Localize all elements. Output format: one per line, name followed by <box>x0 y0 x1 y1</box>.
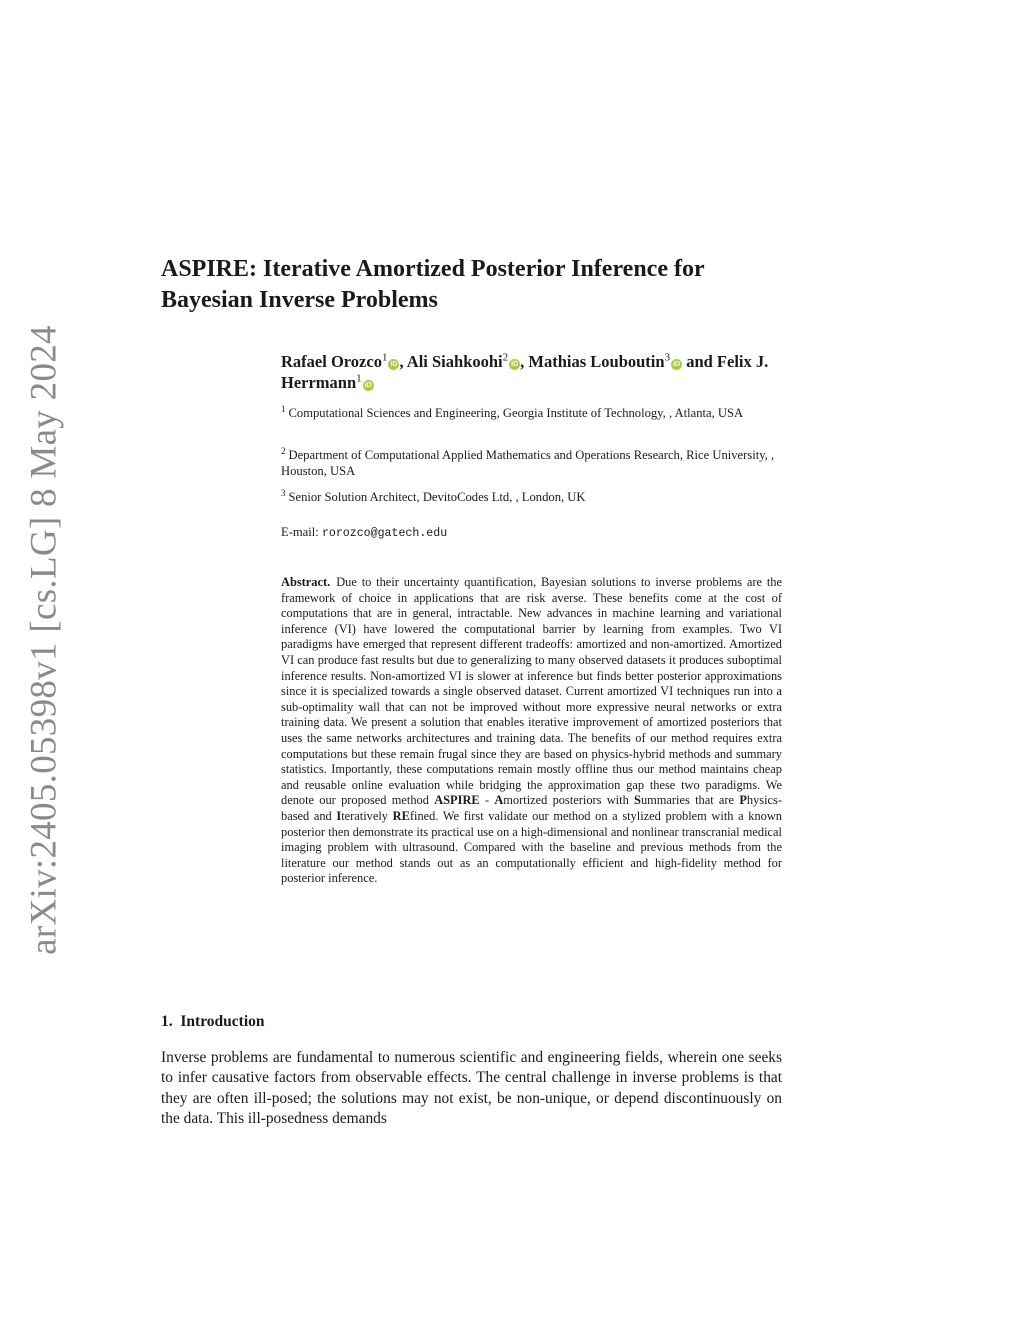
author-separator: , <box>399 352 407 371</box>
author-separator: , <box>520 352 529 371</box>
author-list <box>281 351 787 393</box>
orcid-icon[interactable]: iD <box>511 361 519 368</box>
abstract: Abstract. Due to their uncertainty quantification, Bayesian solutions to inverse problems are the framework of choice in applications that are risk averse. These benefits come at the cost of computations that are in general, intractable. New advances in machine learning and variational inference (VI) have lowered the computational barrier by learning from examples. Two VI paradigms have emerged that represent different tradeoffs: amortized and non-amortized. Amortized VI can produce fast results but due to generalizing to many observed datasets it produces suboptimal inference results. Non-amortized VI is slower at inference but finds better posterior approximations since it is specialized towards a single observed dataset. Current amortized VI techniques run into a sub-optimality wall that can not be improved without more expressive neural networks or extra training data. We present a solution that enables iterative improvement of amortized posteriors that uses the same networks architectures and training data. The benefits of our method requires extra computations but these remain frugal since they are based on physics-hybrid methods and summary statistics. Importantly, these computations remain mostly offline thus our method maintains cheap and reusable online evaluation while bridging the approximation gap these two paradigms. We denote our proposed method ASPIRE - Amortized posteriors with Summaries that are Physics-based and Iteratively REfined. We first validate our method on a stylized problem with a known posterior then demonstrate its practical use on a high-dimensional and nonlinear transcranial medical imaging problem with ultrasound. Compared with the baseline and previous methods from the literature our method stands out as an computationally efficient and high-fidelity method for posterior inference. <box>281 575 783 886</box>
orcid-icon[interactable]: iD <box>390 361 398 368</box>
affiliation-marker: 1 <box>356 372 362 385</box>
abstract-text: Due to their uncertainty quantification, Bayesian solutions to inverse problems are the framework of choice in applications that are risk averse. These benefits come at the cost of computations that are in general, intractable. New advances in machine learning and variational inference (VI) have lowered the computational barrier by learning from examples. Two VI paradigms have emerged that represent different tradeoffs: amortized and non-amortized. Amortized VI can produce fast results but due to generalizing to many observed datasets it produces suboptimal inference results. Non-amortized VI is slower at inference but finds better posterior approximations since it is specialized towards a single observed dataset. Current amortized VI techniques run into a sub-optimality wall that can not be improved without more expressive neural networks or extra training data. We present a solution that enables iterative improvement of amortized posteriors that uses the same networks architectures and training data. The benefits of our method requires extra computations but these remain frugal since they are based on physics-hybrid methods and summary statistics. Importantly, these computations remain mostly offline thus our method maintains cheap and reusable online evaluation while bridging the approximation gap these two paradigms. We denote our proposed method <box>281 575 782 808</box>
abstract-text: We first validate our method on a stylized problem with a known posterior then demonstrate its practical use on a high-dimensional and nonlinear transcranial medical imaging problem with ultrasound. Compared with the baseline and previous methods from the literature our method stands out as an computationally efficient and high-fidelity method for posterior inference. <box>281 808 782 886</box>
affiliation-marker: 2 <box>502 351 509 364</box>
orcid-icon[interactable]: iD <box>673 361 681 368</box>
author: Rafael Orozco$^1$iD <box>281 351 398 371</box>
method-acronym: ASPIRE <box>434 793 480 808</box>
paper-title: ASPIRE: Iterative Amortized Posterior Inference for Bayesian Inverse Problems <box>161 256 705 313</box>
affiliation-marker: 3 <box>664 351 671 364</box>
section-title: Introduction <box>180 1013 265 1030</box>
affiliation-marker: 1 <box>381 351 388 364</box>
introduction-paragraph: Inverse problems are fundamental to numerous scientific and engineering fields, wherein one seeks to infer causative factors from observable effects. The central challenge in inverse problems is that they are often ill-posed; the solutions may not exist, be non-unique, or depend discontinuously on the data. This ill-posedness demands <box>161 1049 782 1127</box>
affiliation: $^2$ Department of Computational Applied Mathematics and Operations Research, Rice University, , Houston, USA <box>281 445 775 478</box>
arxiv-id: arXiv:2405.05398v1 [cs.LG] 8 May 2024 <box>23 325 65 955</box>
email-label: E-mail: <box>281 525 319 539</box>
author: Felix J. Herrmann$^1$iD <box>281 352 769 392</box>
section-heading-introduction <box>161 1012 265 1032</box>
email-address[interactable]: rorozco@gatech.edu <box>321 527 448 540</box>
abstract-label: Abstract. <box>281 575 331 589</box>
email-line <box>281 524 447 542</box>
author-and: and <box>682 352 717 371</box>
orcid-icon[interactable]: iD <box>364 382 372 389</box>
author: Ali Siahkoohi$^2$iD <box>406 351 519 371</box>
section-number: 1. <box>161 1013 173 1030</box>
affiliation: $^1$ Computational Sciences and Engineering, Georgia Institute of Technology, , Atlanta, USA <box>281 403 744 420</box>
affiliation: $^3$ Senior Solution Architect, DevitoCodes Ltd, , London, UK <box>281 487 586 504</box>
author: Mathias Louboutin$^3$iD <box>528 351 681 371</box>
